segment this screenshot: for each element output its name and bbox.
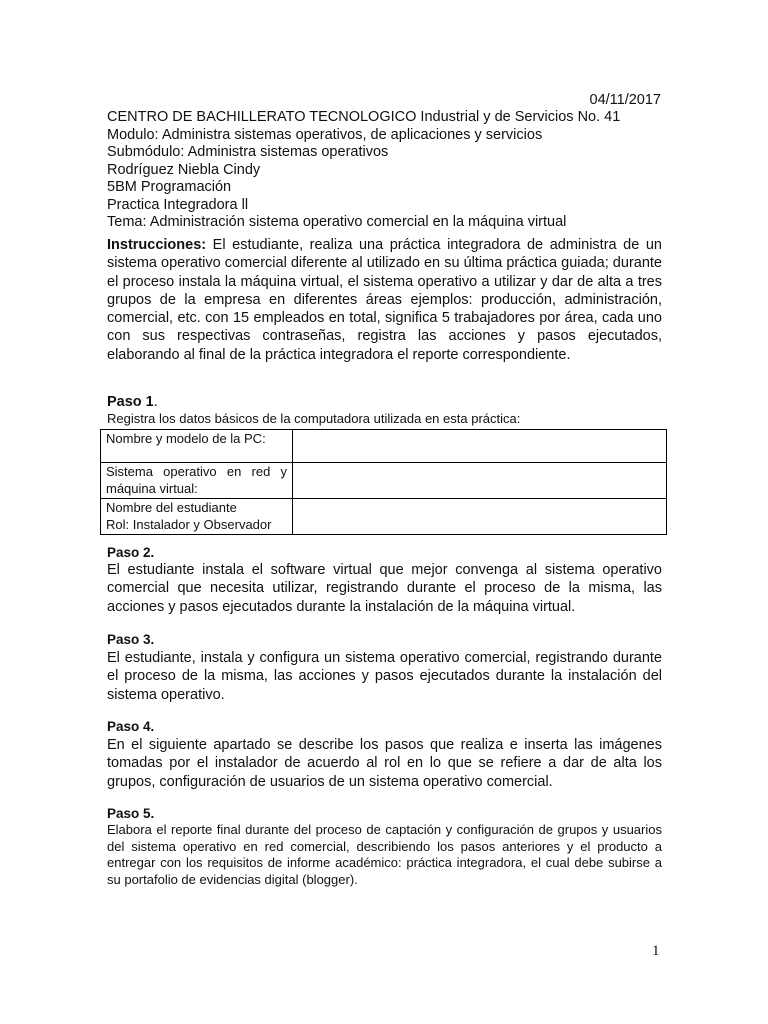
table-cell-label-line2: Rol: Instalador y Observador: [106, 516, 272, 532]
school-name: CENTRO DE BACHILLERATO TECNOLOGICO Industrial y de Servicios No. 41: [107, 109, 621, 125]
paso3-title: Paso 3.: [107, 632, 155, 647]
paso1-intro: Registra los datos básicos de la computadora utilizada en esta práctica:: [107, 411, 521, 426]
page-number: 1: [652, 943, 660, 959]
paso5-text: Elabora el reporte final durante del proceso de captación y configuración de grupos y usuarios del sistema operativo en red comercial, describiendo los pasos anteriores y el producto a entregar con los requisitos de informe académico: práctica integradora, el cual debe subirse a su portafolio de evidencias digital (blogger).: [107, 822, 662, 887]
module-line: Modulo: Administra sistemas operativos, de aplicaciones y servicios: [107, 126, 543, 143]
table-cell-value: [293, 463, 667, 499]
instructions-label: Instrucciones:: [107, 237, 207, 253]
table-cell-value: [293, 499, 667, 535]
table-row: [101, 463, 667, 499]
table-cell-label: Sistema operativo en red y máquina virtual:: [101, 463, 293, 499]
practice-line: Practica Integradora ll: [107, 196, 249, 213]
paso4-title: Paso 4.: [107, 719, 155, 734]
paso5-title: Paso 5.: [107, 806, 155, 821]
student-name: Rodríguez Niebla Cindy: [107, 161, 261, 178]
paso2-text: El estudiante instala el software virtual que mejor convenga al sistema operativo comercial que necesita utilizar, registrando durante el proceso de la misma, las acciones y pasos ejecutados durante la instalación de la máquina virtual.: [107, 562, 662, 615]
document-header: [107, 109, 662, 232]
table-cell-label-line1: Nombre del estudiante: [106, 500, 237, 515]
table-row: [101, 499, 667, 535]
group-line: 5BM Programación: [107, 179, 232, 195]
submodule-line: Submódulo: Administra sistemas operativos: [107, 144, 389, 160]
table-cell-label: [101, 499, 293, 535]
instructions-paragraph: [107, 236, 662, 364]
paso3-text: El estudiante, instala y configura un sistema operativo comercial, registrando durante el proceso de la misma, las acciones y pasos ejecutados durante la instalación del sistema operativo.: [107, 650, 662, 703]
paso1-title: Paso 1: [107, 394, 154, 410]
paso4-text: En el siguiente apartado se describe los pasos que realiza e inserta las imágenes tomadas por el instalador de acuerdo al rol en lo que se refiere a dar de alta los grupos, configuración de usuarios de un sistema operativo comercial.: [107, 737, 662, 790]
table-cell-value: [293, 430, 667, 463]
pc-data-table: [100, 429, 667, 535]
instructions-text: El estudiante, realiza una práctica integradora de administra de un sistema operativo comercial diferente al utilizado en su última práctica guiada; durante el proceso instala la máquina virtual, el sistema operativo a utilizar y dar de alta a tres grupos de la empresa en diferentes áreas ejemplos: producción, administración, comercial, etc. con 15 empleados en total, significa 5 trabajadores por área, cada uno con sus respectivas contraseñas, registra las acciones y pasos ejecutados, elaborando al final de la práctica integradora el reporte correspondiente.: [107, 237, 662, 363]
topic-line: Tema: Administración sistema operativo comercial en la máquina virtual: [107, 214, 567, 230]
paso1-heading: Paso 1.: [107, 394, 158, 410]
document-date: 04/11/2017: [589, 92, 661, 108]
paso2-title: Paso 2.: [107, 545, 155, 560]
table-cell-label: Nombre y modelo de la PC:: [101, 430, 293, 463]
table-row: [101, 430, 667, 463]
